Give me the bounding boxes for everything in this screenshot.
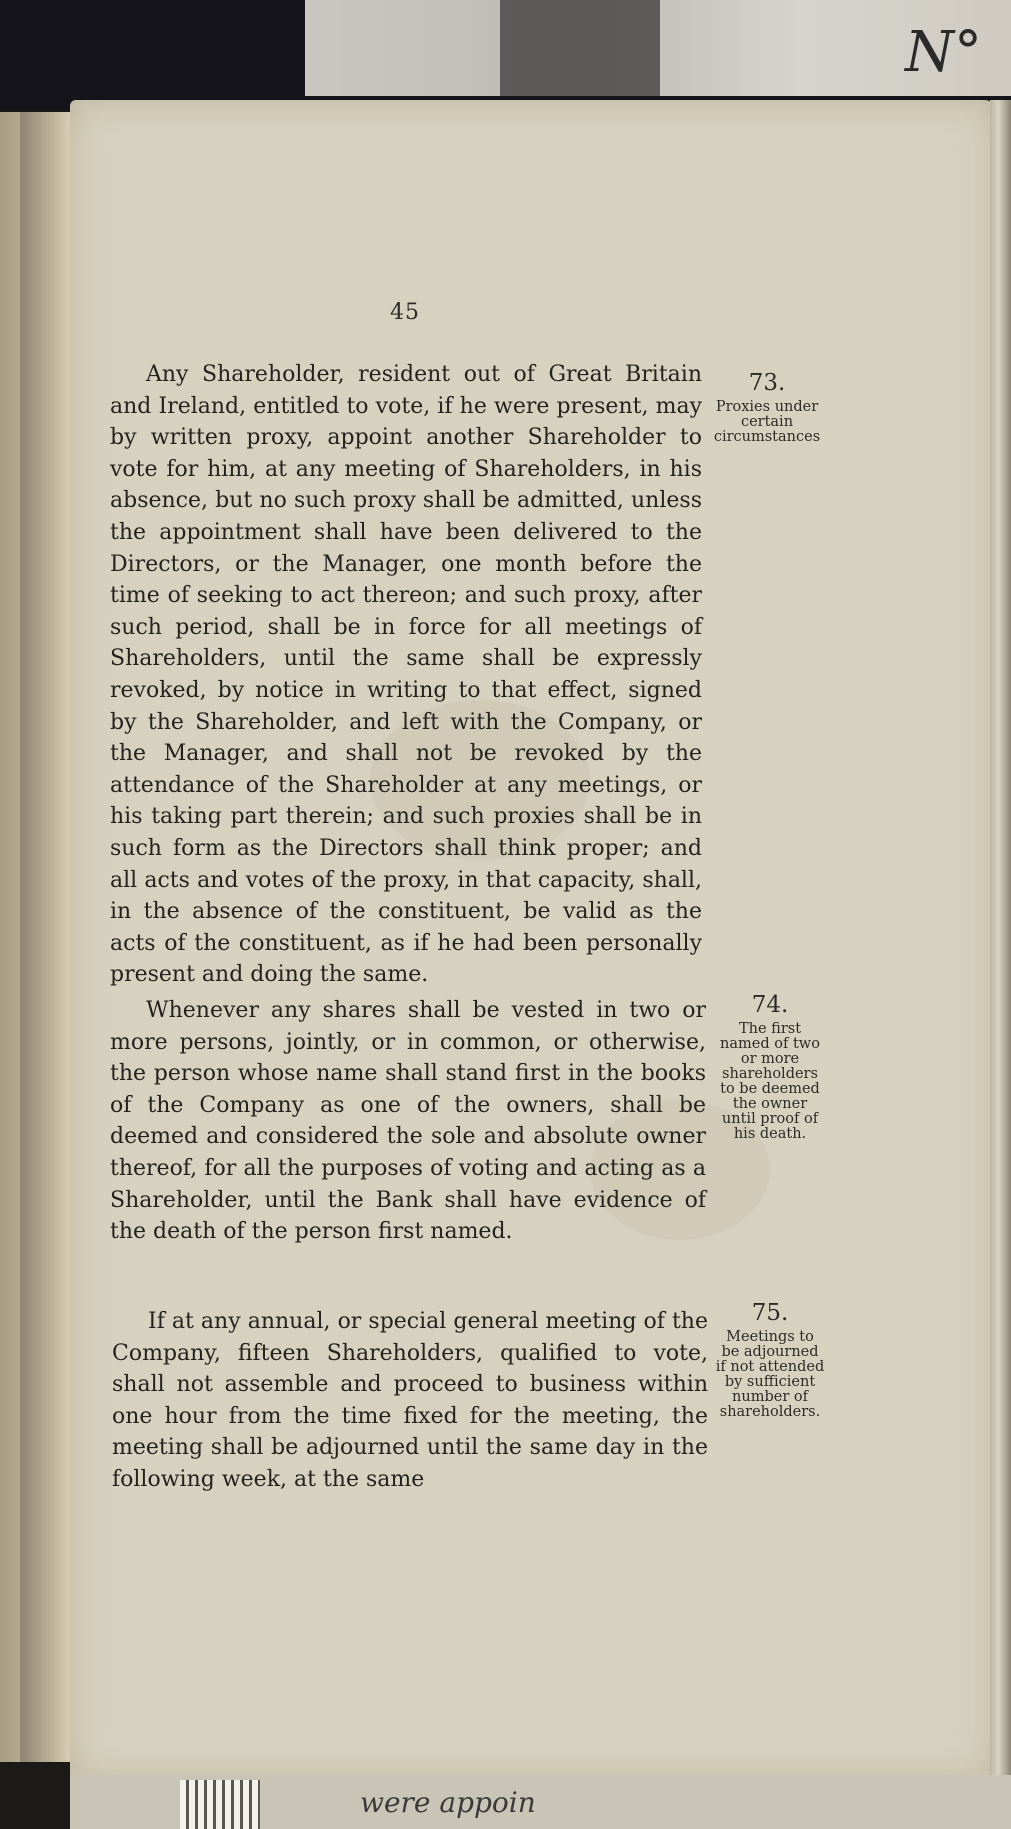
section-74-margin: [715, 992, 825, 1142]
section-number: 73.: [748, 370, 786, 396]
section-75-margin: [715, 1300, 825, 1420]
section-74-text: Whenever any shares shall be vested in two or more persons, jointly, or in common, or otherwise, the person whose name shall stand first in the books of the Company as one of the owners, shall be deemed and considered the sole and absolute owner thereof, for all the purposes of voting and acting as a Shareholder, until the Bank shall have evidence of the death of the person first named.: [110, 998, 706, 1245]
background-handwriting: N°: [905, 20, 982, 85]
background-photo-figure: [500, 0, 660, 96]
section-number: 74.: [751, 992, 789, 1018]
margin-note: Meetings to be adjourned if not attended by sufficient number of shareholders.: [715, 1329, 825, 1420]
section-75-text: If at any annual, or special general meeting of the Company, fifteen Shareholders, qualified to vote, shall not assemble and proceed to business within one hour from the time fixed for the meeting, the meeting shall be adjourned until the same day in the following week, at the same: [112, 1309, 708, 1492]
bottom-overlay-text: were appoin: [360, 1786, 536, 1819]
page-number: 45: [390, 300, 420, 325]
margin-note: Proxies under certain circumstances: [713, 399, 821, 445]
section-73-margin: [712, 370, 822, 445]
bottom-barcode-edge: [180, 1780, 260, 1829]
margin-note: The first named of two or more shareholders to be deemed the owner until proof of his death.: [720, 1021, 820, 1142]
page-edge: [990, 100, 1011, 1780]
section-number: 75.: [751, 1300, 789, 1326]
section-73-text: Any Shareholder, resident out of Great Britain and Ireland, entitled to vote, if he were present, may by written proxy, appoint another Shareholder to vote for him, at any meeting of Shareholders, in his absence, but no such proxy shall be admitted, unless the appointment shall have been delivered to the Directors, or the Manager, one month before the time of seeking to act thereon; and such proxy, after such period, shall be in force for all meetings of Shareholders, until the same shall be expressly revoked, by notice in writing to that effect, signed by the Shareholder, and left with the Company, or the Manager, and shall not be revoked by the attendance of the Shareholder at any meetings, or his taking part therein; and such proxies shall be in such form as the Directors shall think proper; and all acts and votes of the proxy, in that capacity, shall, in the absence of the constituent, be valid as the acts of the constituent, as if he had been personally present and doing the same.: [110, 362, 702, 988]
